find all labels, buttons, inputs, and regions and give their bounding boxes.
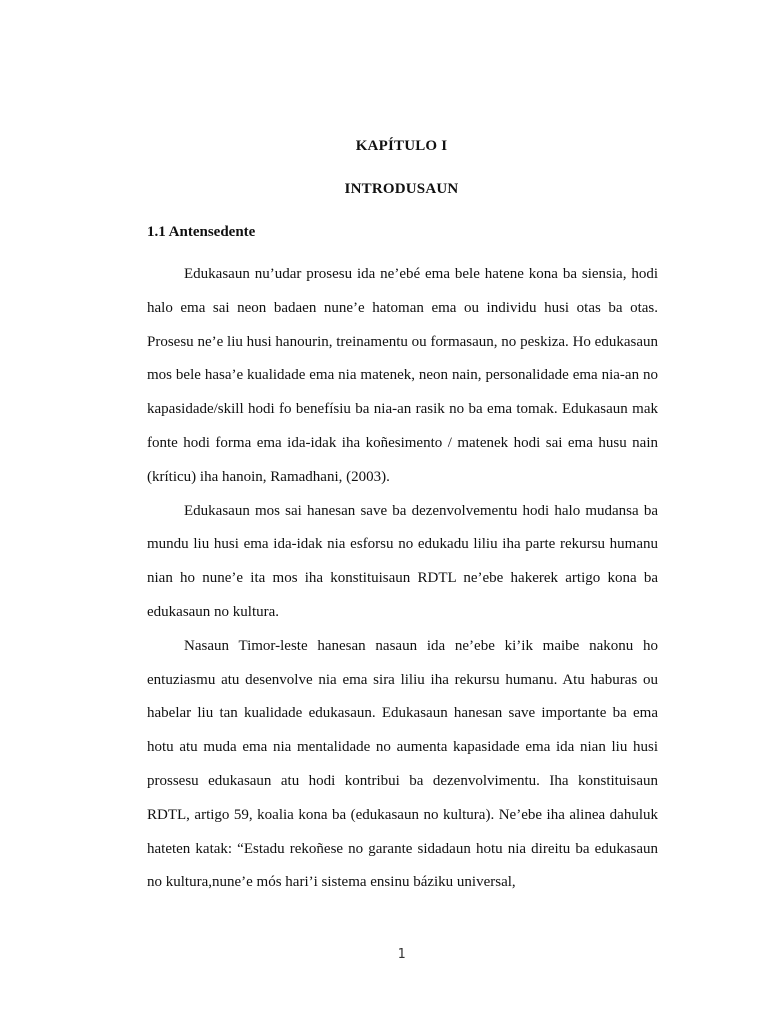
paragraph: Nasaun Timor-leste hanesan nasaun ida ne’ebe ki’ik maibe nakonu ho entuziasmu atu desenvolve nia ema sira liliu iha rekursu humanu. Atu haburas ou habelar liu tan kualidade edukasaun. Edukasaun hanesan save importante ba ema hotu atu muda ema nia mentalidade no aumenta kapasidade ema ida nian liu husi prossesu edukasaun atu hodi kontribui ba dezenvolvimentu. Iha konstituisaun RDTL, artigo 59, koalia kona ba (edukasaun no kultura). Ne’ebe iha alinea dahuluk hateten katak: “Estadu rekoñese no garante sidadaun hotu nia direitu ba edukasaun no kultura,nune’e mós hari’i sistema ensinu báziku universal, bbox=[147, 637, 658, 891]
chapter-title: INTRODUSAUN bbox=[344, 181, 459, 197]
paragraph: Edukasaun mos sai hanesan save ba dezenvolvementu hodi halo mudansa ba mundu liu husi ema ida-idak nia esforsu no edukadu liliu iha parte rekursu humanu nian ho nune’e ita mos iha konstituisaun RDTL ne’ebe hakerek artigo kona ba edukasaun no kultura. bbox=[147, 502, 658, 620]
body-text bbox=[147, 258, 658, 900]
paragraph: Edukasaun nu’udar prosesu ida ne’ebé ema bele hatene kona ba siensia, hodi halo ema sai neon badaen nune’e hatoman ema ou individu husi otas ba otas. Prosesu ne’e liu husi hanourin, treinamentu ou formasaun, no peskiza. Ho edukasaun mos bele hasa’e kualidade ema nia matenek, neon nain, personalidade ema nia-an no kapasidade/skill hodi fo benefísiu ba nia-an rasik no ba ema tomak. Edukasaun mak fonte hodi forma ema ida-idak iha koñesimento / matenek hodi sai ema husu nain (kríticu) iha hanoin, Ramadhani, (2003). bbox=[147, 266, 658, 485]
page-number: 1 bbox=[397, 947, 406, 962]
chapter-label: KAPÍTULO I bbox=[355, 138, 448, 154]
section-heading: 1.1 Antensedente bbox=[147, 224, 256, 240]
